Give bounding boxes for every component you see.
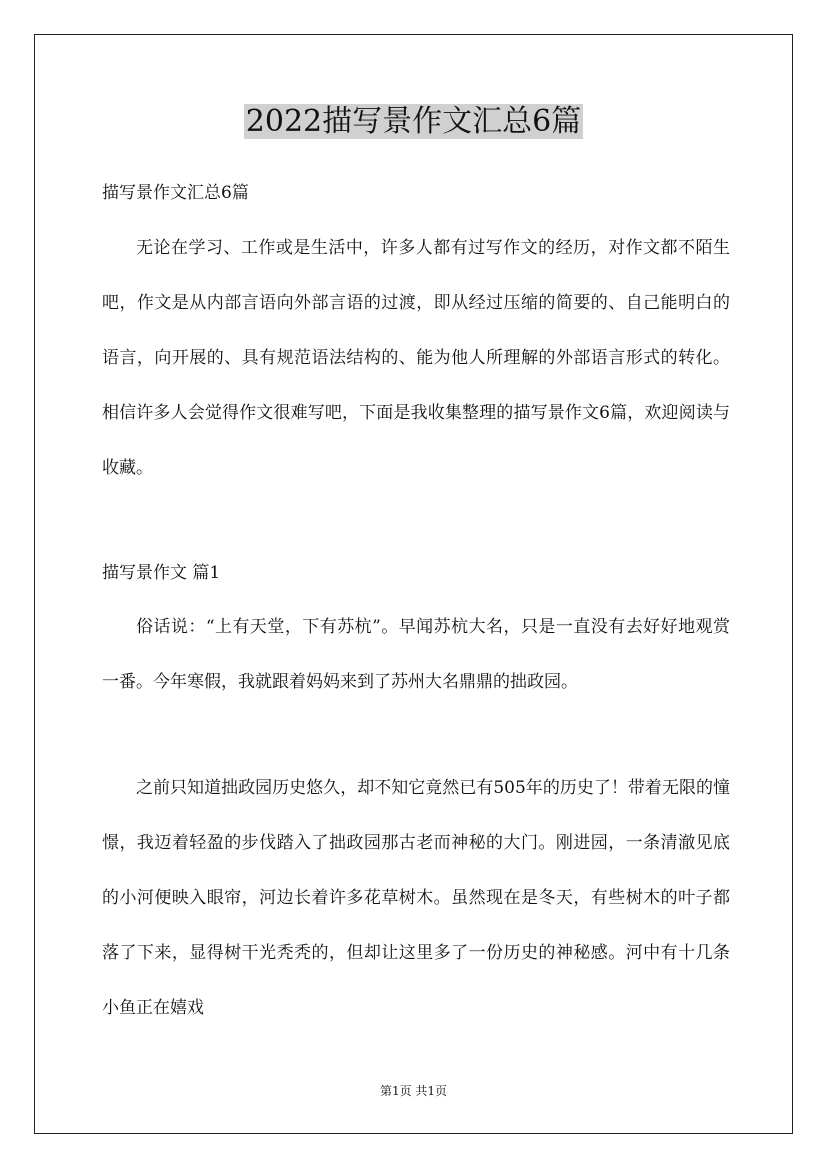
document-title-text: 2022描写景作文汇总6篇 (245, 104, 582, 139)
page-footer: 第1页 共1页 (379, 1084, 448, 1098)
document-title (0, 100, 827, 144)
intro-paragraph: 无论在学习、工作或是生活中，许多人都有过写作文的经历，对作文都不陌生吧，作文是从内部言语向外部言语的过渡，即从经过压缩的简要的、自己能明白的语言，向开展的、具有规范语法结构的、能为他人所理解的外部语言形式的转化。相信许多人会觉得作文很难写吧，下面是我收集整理的描写景作文6篇，欢迎阅读与收藏。 (102, 238, 730, 478)
body-paragraph: 之前只知道拙政园历史悠久，却不知它竟然已有505年的历史了！带着无限的憧憬，我迈着轻盈的步伐踏入了拙政园那古老而神秘的大门。刚进园，一条清澈见底的小河便映入眼帘，河边长着许多花草树木。虽然现在是冬天，有些树木的叶子都落了下来，显得树干光秃秃的，但却让这里多了一份历史的神秘感。河中有十几条小鱼正在嬉戏 (102, 778, 730, 1018)
section-heading: 描写景作文 篇1 (102, 563, 221, 583)
document-subtitle: 描写景作文汇总6篇 (102, 183, 249, 203)
body-paragraph: 俗话说：“上有天堂，下有苏杭”。早闻苏杭大名，只是一直没有去好好地观赏一番。今年寒假，我就跟着妈妈来到了苏州大名鼎鼎的拙政园。 (102, 617, 730, 692)
